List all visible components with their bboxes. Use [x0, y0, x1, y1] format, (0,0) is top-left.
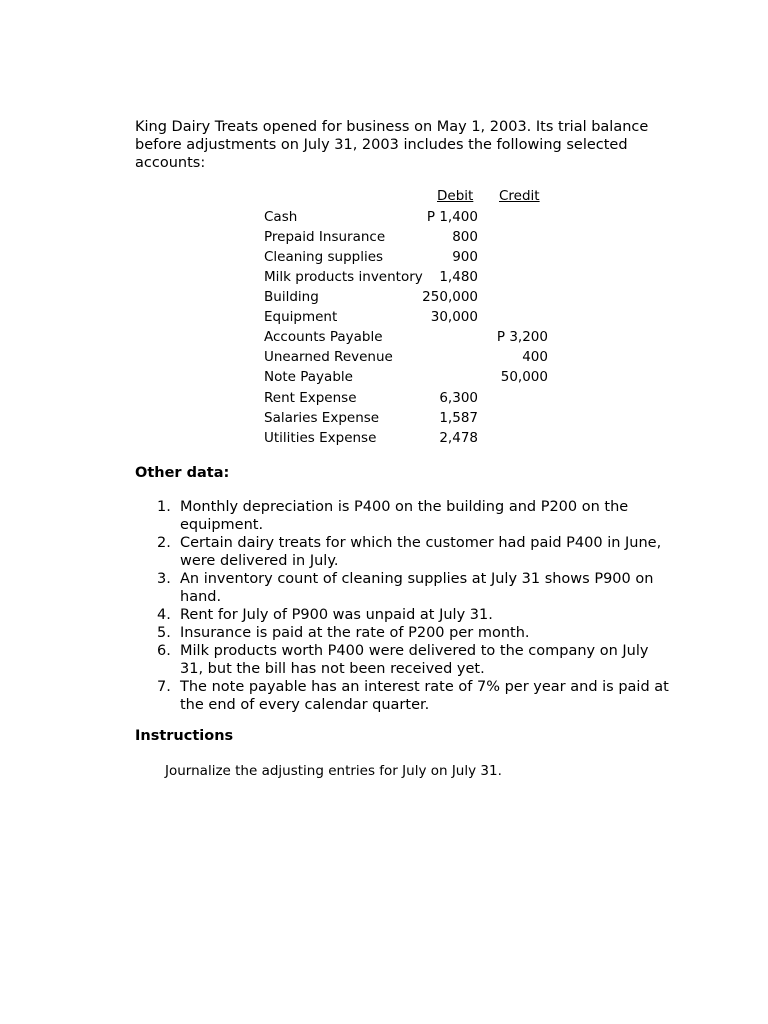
list-item [135, 624, 675, 642]
credit-amount: P 3,200 [496, 329, 548, 345]
list-item [135, 534, 675, 570]
table-row [0, 329, 768, 349]
table-row [0, 289, 768, 309]
account-name: Cleaning supplies [264, 249, 384, 265]
table-row [0, 209, 768, 229]
account-name: Accounts Payable [264, 329, 383, 345]
debit-amount: 2,478 [439, 430, 478, 446]
item-number: 7. [157, 679, 171, 695]
credit-header: Credit [499, 188, 540, 204]
account-name: Salaries Expense [264, 410, 380, 426]
debit-amount: 6,300 [439, 390, 478, 406]
table-row [0, 269, 768, 289]
list-item [135, 678, 675, 714]
account-name: Building [264, 289, 319, 305]
item-number: 6. [157, 643, 171, 659]
item-number: 2. [157, 535, 171, 551]
debit-amount: 900 [452, 249, 478, 265]
account-name: Equipment [264, 309, 338, 325]
table-row [0, 249, 768, 269]
account-name: Rent Expense [264, 390, 357, 406]
list-item [135, 606, 675, 624]
table-row [0, 369, 768, 389]
intro-paragraph: King Dairy Treats opened for business on May 1, 2003. Its trial balance before adjustments on July 31, 2003 includes the following selected accounts: [135, 119, 649, 171]
list-item [135, 498, 675, 534]
other-data-list [135, 498, 675, 714]
account-name: Unearned Revenue [264, 349, 393, 365]
account-name: Utilities Expense [264, 430, 377, 446]
table-row [0, 390, 768, 410]
item-text: Monthly depreciation is P400 on the building and P200 on the equipment. [180, 499, 629, 533]
instructions-heading: Instructions [135, 728, 234, 744]
item-text: Insurance is paid at the rate of P200 per month. [180, 625, 530, 641]
item-text: The note payable has an interest rate of 7% per year and is paid at the end of every calendar quarter. [180, 679, 669, 713]
item-text: Certain dairy treats for which the customer had paid P400 in June, were delivered in July. [180, 535, 662, 569]
list-item [135, 642, 675, 678]
item-text: An inventory count of cleaning supplies at July 31 shows P900 on hand. [180, 571, 654, 605]
item-text: Milk products worth P400 were delivered to the company on July 31, but the bill has not been received yet. [180, 643, 649, 677]
table-row [0, 229, 768, 249]
credit-amount: 400 [522, 349, 548, 365]
debit-amount: P 1,400 [426, 209, 478, 225]
debit-amount: 1,480 [439, 269, 478, 285]
debit-amount: 800 [452, 229, 478, 245]
debit-amount: 250,000 [422, 289, 478, 305]
table-row [0, 309, 768, 329]
account-name: Milk products inventory [264, 269, 423, 285]
item-number: 3. [157, 571, 171, 587]
list-item [135, 570, 675, 606]
credit-amount: 50,000 [500, 369, 548, 385]
item-number: 4. [157, 607, 171, 623]
account-name: Prepaid Insurance [264, 229, 386, 245]
account-name: Cash [264, 209, 298, 225]
debit-header: Debit [437, 188, 474, 204]
item-text: Rent for July of P900 was unpaid at July 31. [180, 607, 493, 623]
table-row [0, 410, 768, 430]
item-number: 1. [157, 499, 171, 515]
table-row [0, 349, 768, 369]
debit-amount: 1,587 [439, 410, 478, 426]
account-name: Note Payable [264, 369, 353, 385]
item-number: 5. [157, 625, 171, 641]
instructions-text: Journalize the adjusting entries for July on July 31. [165, 763, 502, 779]
debit-amount: 30,000 [430, 309, 478, 325]
table-row [0, 430, 768, 450]
other-data-heading: Other data: [135, 465, 230, 481]
